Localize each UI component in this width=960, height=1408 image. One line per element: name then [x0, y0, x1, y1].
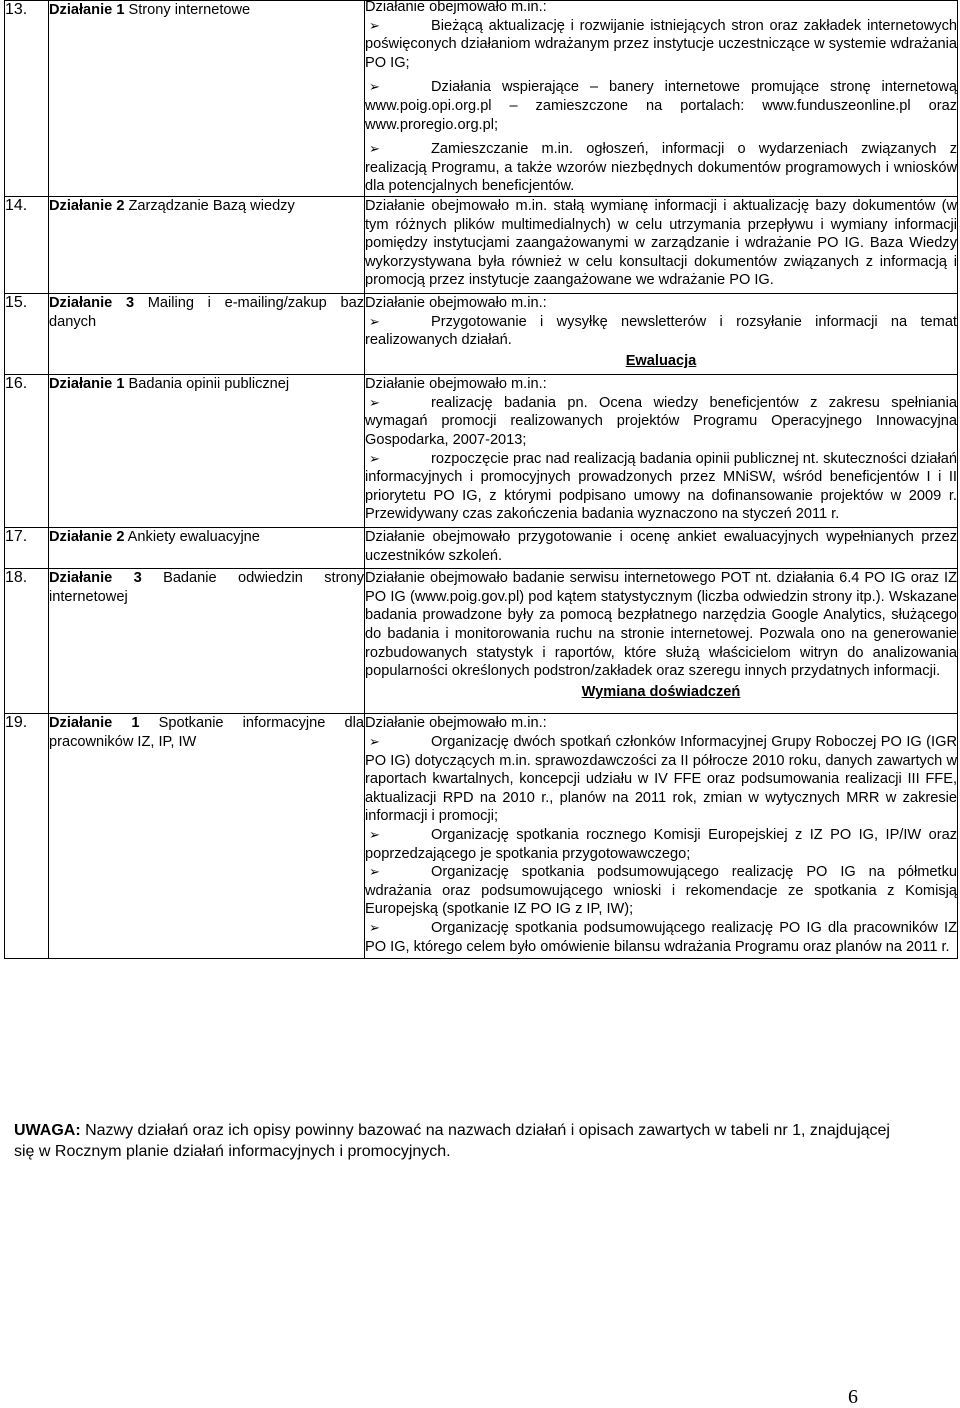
action-name-bold: Działanie 2: [49, 197, 125, 214]
arrow-bullet-icon: ➢: [369, 919, 380, 935]
action-name-bold: Działanie 1: [49, 376, 125, 393]
action-name: [49, 1, 365, 197]
table-row: [5, 293, 958, 374]
row-number: 17.: [5, 528, 49, 569]
action-name-bold: Działanie 3: [49, 570, 142, 587]
page-number: 6: [848, 1386, 858, 1408]
list-item: ➢ Działania wspierające – banery internetowe promujące stronę internetową www.poig.opi.org.pl – zamieszczone na portalach: www.funduszeonline.pl oraz www.proregio.org.pl;: [365, 79, 957, 133]
action-name-bold: Działanie 3: [49, 294, 135, 311]
arrow-bullet-icon: ➢: [369, 450, 380, 466]
arrow-bullet-icon: ➢: [369, 313, 380, 329]
row-number: 19.: [5, 714, 49, 959]
list-item: ➢ Bieżącą aktualizację i rozwijanie istniejących stron oraz zakładek internetowych poświęconych działaniom wdrażanym przez instytucje uczestniczące w systemie wdrażania PO IG;: [365, 17, 957, 71]
action-name-bold: Działanie 1: [49, 2, 125, 18]
table-row: [5, 196, 958, 293]
section-heading: Wymiana doświadczeń: [581, 683, 741, 700]
action-name-rest: Spotkanie informacyjne dla pracowników IZ, IP, IW: [49, 715, 365, 750]
description-intro: Działanie obejmowało m.in.:: [365, 0, 547, 15]
table-row: [5, 714, 958, 959]
action-name: [49, 714, 365, 959]
action-description: [365, 293, 958, 374]
arrow-bullet-icon: ➢: [369, 864, 380, 880]
action-name-rest: Badania opinii publicznej: [124, 376, 290, 393]
action-description: [365, 196, 958, 293]
description-intro: Działanie obejmowało m.in.:: [365, 294, 547, 311]
arrow-bullet-icon: ➢: [369, 733, 380, 749]
action-description: [365, 375, 958, 528]
description-text: Działanie obejmowało badanie serwisu internetowego POT nt. działania 6.4 PO IG oraz IZ PO IG (www.poig.gov.pl) pod kątem statystycznym (liczba odwiedzin strony itp.). Wskazane badania prowadzone były za pomocą bezpłatnego narzędzia Google Analytics, służącego do badania i monitorowania ruchu na stronie internetowej. Pozwala ono na generowanie rozbudowanych statystyk i raportów, które służą właścicielom witryn do analizowania popularności określonych podstron/zakładek oraz szeregu innych przydatnych informacji.: [365, 570, 957, 680]
list-item: ➢ Przygotowanie i wysyłkę newsletterów i rozsyłanie informacji na temat realizowanych działań.: [365, 313, 957, 349]
action-description: [365, 1, 958, 197]
list-item: ➢ realizację badania pn. Ocena wiedzy beneficjentów z zakresu spełniania wymagań promocji realizowanych projektów Programu Operacyjnego Innowacyjna Gospodarka, 2007-2013;: [365, 394, 957, 449]
note-text: Nazwy działań oraz ich opisy powinny bazować na nazwach działań i opisach zawartych w tabeli nr 1, znajdującej się w Rocznym planie działań informacyjnych i promocyjnych.: [14, 1122, 890, 1160]
list-item: ➢ Organizację spotkania rocznego Komisji Europejskiej z IZ PO IG, IP/IW oraz poprzedzającego je spotkania przygotowawczego;: [365, 826, 957, 862]
arrow-bullet-icon: ➢: [369, 394, 380, 410]
action-name-bold: Działanie 2: [49, 529, 125, 546]
section-heading: Ewaluacja: [625, 352, 697, 369]
arrow-bullet-icon: ➢: [369, 826, 380, 842]
note-label: UWAGA:: [14, 1122, 81, 1139]
arrow-bullet-icon: ➢: [369, 141, 380, 157]
description-text: Działanie obejmowało przygotowanie i ocenę ankiet ewaluacyjnych wypełnianych przez uczestników szkoleń.: [365, 529, 957, 564]
list-item: ➢ Zamieszczanie m.in. ogłoszeń, informacji o wydarzeniach związanych z realizacją Programu, a także wzorów niezbędnych dokumentów programowych i wniosków dla potencjalnych beneficjentów.: [365, 141, 957, 195]
action-name: [49, 375, 365, 528]
action-description: [365, 714, 958, 959]
list-item: ➢ rozpoczęcie prac nad realizacją badania opinii publicznej nt. skuteczności działań informacyjnych i promocyjnych prowadzonych przez MNiSW, wśród beneficjentów I i II priorytetu PO IG, z którymi podpisano umowy na dofinansowanie projektów w 2009 r. Przewidywany czas zakończenia badania wyznaczono na styczeń 2011 r.: [365, 450, 957, 523]
table-row: [5, 375, 958, 528]
arrow-bullet-icon: ➢: [369, 17, 380, 33]
row-number: 15.: [5, 293, 49, 374]
action-name: [49, 528, 365, 569]
action-name-rest: Ankiety ewaluacyjne: [124, 529, 260, 546]
action-description: [365, 528, 958, 569]
description-text: Działanie obejmowało m.in. stałą wymianę informacji i aktualizację bazy dokumentów (w tym różnych plików multimedialnych) w celu utrzymania przepływu i wymiany informacji pomiędzy instytucjami zaangażowanymi w zarządzanie i wdrażanie PO IG. Baza Wiedzy wykorzystywana była również w celu konsultacji dokumentów związanych z informacją i promocją przez instytucje zaangażowane we wdrażanie PO IG.: [365, 197, 957, 289]
table-row: [5, 1, 958, 197]
row-number: 14.: [5, 196, 49, 293]
action-description: [365, 569, 958, 714]
note: [14, 1120, 914, 1162]
action-name-rest: Mailing i e-mailing/zakup baz danych: [49, 294, 364, 330]
list-item: ➢ Organizację spotkania podsumowującego realizację PO IG dla pracowników IZ PO IG, którego celem było omówienie bilansu wdrażania Programu oraz planów na 2011 r.: [365, 919, 957, 955]
description-intro: Działanie obejmowało m.in.:: [365, 376, 547, 393]
actions-table: [4, 0, 958, 959]
action-name: [49, 293, 365, 374]
action-name-rest: Badanie odwiedzin strony internetowej: [49, 570, 364, 605]
action-name-rest: Strony internetowe: [124, 2, 251, 18]
row-number: 13.: [5, 1, 49, 197]
table-row: [5, 569, 958, 714]
row-number: 18.: [5, 569, 49, 714]
table-row: [5, 528, 958, 569]
list-item: ➢ Organizację dwóch spotkań członków Informacyjnej Grupy Roboczej PO IG (IGR PO IG) dotyczących m.in. sprawozdawczości za II półrocze 2010 roku, danych zawartych w raportach kwartalnych, koncepcji udziału w IV FFE oraz podsumowania realizacji III FFE, aktualizacji RPD na 2010 r., planów na 2011 rok, zmian w wytycznych MRR w zakresie informacji i promocji;: [365, 733, 957, 825]
action-name-rest: Zarządzanie Bazą wiedzy: [124, 197, 295, 214]
list-item: ➢ Organizację spotkania podsumowującego realizację PO IG na półmetku wdrażania oraz podsumowującego wnioski i rekomendacje ze spotkania z Komisją Europejską (spotkanie IZ PO IG z IP, IW);: [365, 864, 957, 918]
arrow-bullet-icon: ➢: [369, 79, 380, 95]
description-intro: Działanie obejmowało m.in.:: [365, 715, 547, 732]
row-number: 16.: [5, 375, 49, 528]
action-name: [49, 196, 365, 293]
action-name: [49, 569, 365, 714]
action-name-bold: Działanie 1: [49, 715, 140, 732]
